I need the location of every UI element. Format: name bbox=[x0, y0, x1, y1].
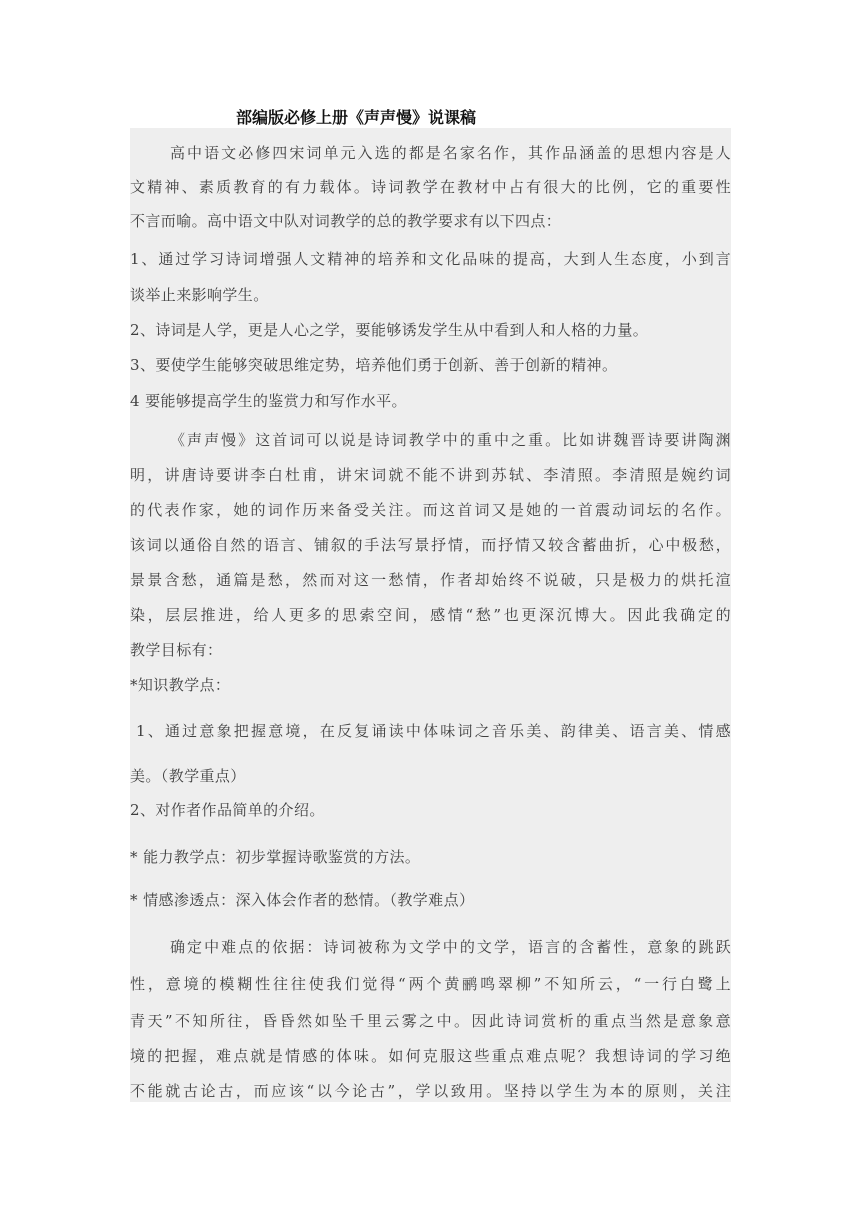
paragraph-line: 性，意境的模糊性往往使我们觉得“两个黄鹂鸣翠柳”不知所云，“一行白鹭上 bbox=[130, 975, 731, 993]
paragraph-line: 境的把握，难点就是情感的体味。如何克服这些重点难点呢？我想诗词的学习绝 bbox=[130, 1047, 731, 1065]
paragraph-line: 4 要能够提高学生的鉴赏力和写作水平。 bbox=[130, 392, 407, 410]
paragraph-line: 1、通过意象把握意境，在反复诵读中体味词之音乐美、韵律美、语言美、情感 bbox=[136, 722, 731, 740]
paragraph-line: 不能就古论古，而应该“以今论古”，学以致用。坚持以学生为本的原则，关注 bbox=[130, 1082, 731, 1100]
paragraph-line: 谈举止来影响学生。 bbox=[130, 286, 269, 304]
paragraph-line: 文精神、素质教育的有力载体。诗词教学在教材中占有很大的比例，它的重要性 bbox=[130, 178, 731, 196]
paragraph-line: 美。（教学重点） bbox=[130, 767, 246, 785]
paragraph-line: 青天”不知所往，昏昏然如坠千里云雾之中。因此诗词赏析的重点当然是意象意 bbox=[130, 1012, 731, 1030]
paragraph-line: 3、要使学生能够突破思维定势，培养他们勇于创新、善于创新的精神。 bbox=[130, 356, 618, 374]
paragraph-line: 景景含愁，通篇是愁，然而对这一愁情，作者却始终不说破，只是极力的烘托渲 bbox=[130, 571, 731, 589]
paragraph-line: 染，层层推进，给人更多的思索空间，感情“愁”也更深沉博大。因此我确定的 bbox=[130, 606, 731, 624]
paragraph-line: 不言而喻。高中语文中队对词教学的总的教学要求有以下四点： bbox=[130, 212, 562, 230]
paragraph-line: * 情感渗透点：深入体会作者的愁情。（教学难点） bbox=[130, 891, 475, 909]
paragraph-line: 《声声慢》这首词可以说是诗词教学中的重中之重。比如讲魏晋诗要讲陶渊 bbox=[170, 431, 731, 449]
paragraph-line: 确定中难点的依据：诗词被称为文学中的文学，语言的含蓄性，意象的跳跃 bbox=[170, 938, 731, 956]
paragraph-line: 该词以通俗自然的语言、铺叙的手法写景抒情，而抒情又较含蓄曲折，心中极愁， bbox=[130, 536, 731, 554]
paragraph-line: 明，讲唐诗要讲李白杜甫，讲宋词就不能不讲到苏轼、李清照。李清照是婉约词 bbox=[130, 466, 731, 484]
paragraph-line: 教学目标有： bbox=[130, 641, 223, 659]
paragraph-line: 高中语文必修四宋词单元入选的都是名家名作，其作品涵盖的思想内容是人 bbox=[170, 144, 731, 162]
paragraph-line: 的代表作家，她的词作历来备受关注。而这首词又是她的一首震动词坛的名作。 bbox=[130, 501, 731, 519]
paragraph-line: 2、诗词是人学，更是人心之学，要能够诱发学生从中看到人和人格的力量。 bbox=[130, 321, 649, 339]
paragraph-line: 2、对作者作品简单的介绍。 bbox=[130, 801, 325, 819]
paragraph-line: * 能力教学点：初步掌握诗歌鉴赏的方法。 bbox=[130, 848, 421, 866]
paragraph-line: 1、通过学习诗词增强人文精神的培养和文化品味的提高，大到人生态度，小到言 bbox=[130, 250, 731, 268]
paragraph-line: *知识教学点： bbox=[130, 676, 231, 694]
document-title: 部编版必修上册《声声慢》说课稿 bbox=[236, 108, 477, 127]
